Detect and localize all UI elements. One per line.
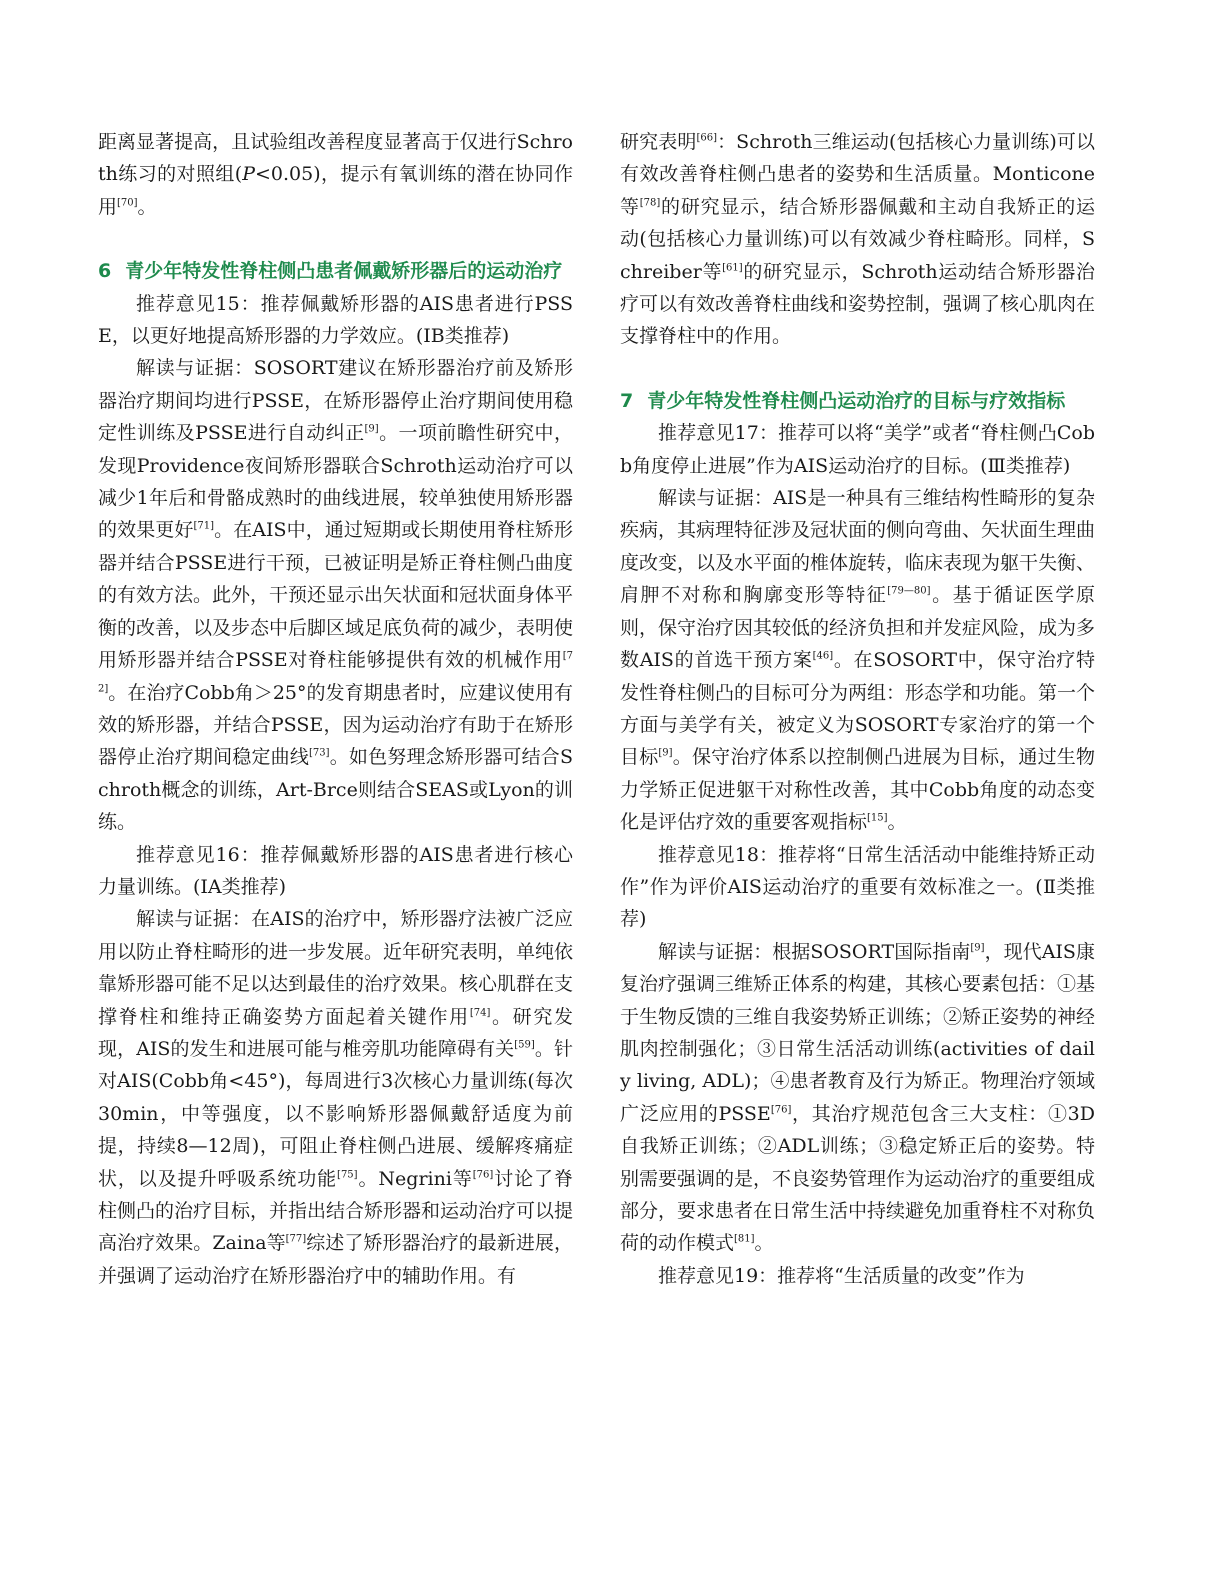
citation: [46]	[812, 650, 834, 662]
section-number: 6	[98, 260, 112, 283]
citation: [70]	[117, 197, 138, 209]
evidence-paragraph-18: 解读与证据：根据SOSORT国际指南[9]，现代AIS康复治疗强调三维矫正体系的构建，其核心要素包括：①基于生物反馈的三维自我姿势矫正训练；②矫正姿势的神经肌肉控制强化；③日常生活活动训练(activities of daily living, ADL)；④患者教育及行为矫正。物理治疗领域广泛应用的PSSE[76]，其治疗规范包含三大支柱：①3D自我矫正训练；②ADL训练；③稳定矫正后的姿势。特别需要强调的是，不良姿势管理作为运动治疗的重要组成部分，要求患者在日常生活中持续避免加重脊柱不对称负荷的动作模式[81]。	[620, 940, 1096, 1255]
citation: [66]	[696, 132, 717, 144]
section-heading-7	[620, 385, 1095, 417]
citation: [72]	[98, 650, 573, 695]
citation: [78]	[639, 197, 661, 209]
citation: [59]	[514, 1039, 535, 1051]
citation: [9]	[364, 423, 379, 435]
citation: [9]	[658, 747, 673, 759]
section-heading-6	[98, 255, 573, 287]
citation: [61]	[722, 262, 743, 274]
left-column	[98, 126, 573, 1292]
paragraph-continued: 研究表明[66]：Schroth三维运动(包括核心力量训练)可以有效改善脊柱侧凸患者的姿势和生活质量。Monticone等[78]的研究显示，结合矫形器佩戴和主动自我矫正的运动(包括核心力量训练)可以有效减少脊柱畸形。同样，Schreiber等[61]的研究显示，Schroth运动结合矫形器治疗可以有效改善脊柱曲线和姿势控制，强调了核心肌肉在支撑脊柱中的作用。	[620, 131, 1096, 348]
recommendation-19: 推荐意见19：推荐将“生活质量的改变”作为	[658, 1264, 1025, 1287]
citation: [75]	[337, 1169, 358, 1181]
citation: [77]	[285, 1234, 307, 1246]
citation: [74]	[469, 1007, 491, 1019]
section-number: 7	[620, 389, 634, 412]
citation: [76]	[472, 1169, 494, 1181]
section-title: 青少年特发性脊柱侧凸患者佩戴矫形器后的运动治疗	[125, 260, 563, 283]
citation: [15]	[867, 812, 888, 824]
p-value-symbol: P	[242, 163, 255, 186]
section-title: 青少年特发性脊柱侧凸运动治疗的目标与疗效指标	[647, 389, 1066, 412]
citation: [9]	[970, 942, 985, 954]
citation: [73]	[309, 747, 330, 759]
recommendation-17: 推荐意见17：推荐可以将“美学”或者“脊柱侧凸Cobb角度停止进展”作为AIS运动治疗的目标。(Ⅲ类推荐)	[620, 422, 1095, 477]
citation: [79—80]	[887, 585, 931, 597]
evidence-paragraph-16: 解读与证据：在AIS的治疗中，矫形器疗法被广泛应用以防止脊柱畸形的进一步发展。近年研究表明，单纯依靠矫形器可能不足以达到最佳的治疗效果。核心肌群在支撑脊柱和维持正确姿势方面起着关键作用[74]。研究发现，AIS的发生和进展可能与椎旁肌功能障碍有关[59]。针对AIS(Cobb角<45°)，每周进行3次核心力量训练(每次30min，中等强度，以不影响矫形器佩戴舒适度为前提，持续8—12周)，可阻止脊柱侧凸进展、缓解疼痛症状，以及提升呼吸系统功能[75]。Negrini等[76]讨论了脊柱侧凸的治疗目标，并指出结合矫形器和运动治疗可以提高治疗效果。Zaina等[77]综述了矫形器治疗的最新进展，并强调了运动治疗在矫形器治疗中的辅助作用。有	[98, 908, 574, 1287]
evidence-paragraph-15: 解读与证据：SOSORT建议在矫形器治疗前及矫形器治疗期间均进行PSSE，在矫形器停止治疗期间使用稳定性训练及PSSE进行自动纠正[9]。一项前瞻性研究中，发现Providence夜间矫形器联合Schroth运动治疗可以减少1年后和骨骼成熟时的曲线进展，较单独使用矫形器的效果更好[71]。在AIS中，通过短期或长期使用脊柱矫形器并结合PSSE进行干预，已被证明是矫正脊柱侧凸曲度的有效方法。此外，干预还显示出矢状面和冠状面身体平衡的改善，以及步态中后脚区域足底负荷的减少，表明使用矫形器并结合PSSE对脊柱能够提供有效的机械作用[72]。在治疗Cobb角＞25°的发育期患者时，应建议使用有效的矫形器，并结合PSSE，因为运动治疗有助于在矫形器停止治疗期间稳定曲线[73]。如色努理念矫形器可结合Schroth概念的训练，Art-Brce则结合SEAS或Lyon的训练。	[98, 357, 574, 834]
evidence-paragraph-17: 解读与证据：AIS是一种具有三维结构性畸形的复杂疾病，其病理特征涉及冠状面的侧向弯曲、矢状面生理曲度改变，以及水平面的椎体旋转，临床表现为躯干失衡、肩胛不对称和胸廓变形等特征[79—80]。基于循证医学原则，保守治疗因其较低的经济负担和并发症风险，成为多数AIS的首选干预方案[46]。在SOSORT中，保守治疗特发性脊柱侧凸的目标可分为两组：形态学和功能。第一个方面与美学有关，被定义为SOSORT专家治疗的第一个目标[9]。保守治疗体系以控制侧凸进展为目标，通过生物力学矫正促进躯干对称性改善，其中Cobb角度的动态变化是评估疗效的重要客观指标[15]。	[620, 487, 1096, 834]
right-column	[620, 126, 1095, 1292]
citation: [71]	[193, 521, 215, 533]
citation: [76]	[770, 1104, 792, 1116]
recommendation-15: 推荐意见15：推荐佩戴矫形器的AIS患者进行PSSE，以更好地提高矫形器的力学效应。(ⅠB类推荐)	[98, 292, 573, 348]
recommendation-16: 推荐意见16：推荐佩戴矫形器的AIS患者进行核心力量训练。(ⅠA类推荐)	[98, 843, 573, 898]
citation: [81]	[734, 1234, 755, 1246]
recommendation-18: 推荐意见18：推荐将“日常生活活动中能维持矫正动作”作为评价AIS运动治疗的重要有效标准之一。(Ⅱ类推荐)	[620, 843, 1095, 931]
paragraph-intro: 距离显著提高，且试验组改善程度显著高于仅进行Schroth练习的对照组(P<0.05)，提示有氧训练的潜在协同作用[70]。	[98, 131, 573, 218]
